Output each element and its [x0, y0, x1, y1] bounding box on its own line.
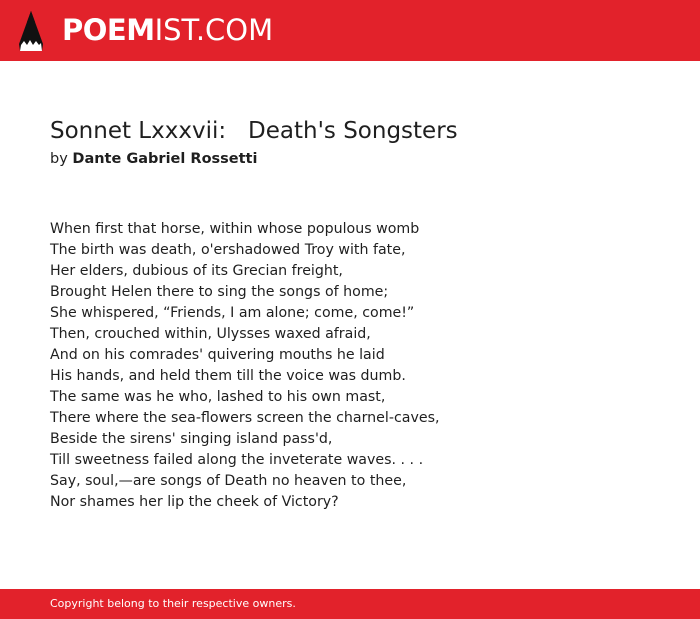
poem-line: When first that horse, within whose populous womb — [50, 221, 420, 237]
poem-line: Say, soul,—are songs of Death no heaven to thee, — [50, 473, 407, 489]
poem-line: Her elders, dubious of its Grecian freight, — [50, 263, 343, 279]
poem-line: Beside the sirens' singing island pass'd, — [50, 431, 333, 447]
poem-line: Then, crouched within, Ulysses waxed afraid, — [50, 326, 371, 342]
poem-line: The birth was death, o'ershadowed Troy with fate, — [50, 242, 406, 258]
poem-line: There where the sea-flowers screen the charnel-caves, — [50, 410, 440, 426]
pencil-icon[interactable] — [18, 10, 44, 52]
poem-line: His hands, and held them till the voice was dumb. — [50, 368, 406, 384]
site-header — [0, 0, 700, 61]
poem-line: The same was he who, lashed to his own mast, — [50, 389, 386, 405]
poem-author[interactable]: Dante Gabriel Rossetti — [72, 151, 258, 167]
by-label: by — [50, 151, 68, 167]
poem-line: She whispered, “Friends, I am alone; come, come!” — [50, 305, 415, 321]
poem-byline — [50, 149, 257, 169]
poem-title: Sonnet Lxxxvii: Death's Songsters — [50, 118, 458, 144]
poem-line: Brought Helen there to sing the songs of home; — [50, 284, 389, 300]
logo-text-light: IST.COM — [154, 13, 274, 47]
poem-line: And on his comrades' quivering mouths he laid — [50, 347, 385, 363]
poem-line: Nor shames her lip the cheek of Victory? — [50, 494, 339, 510]
site-logo[interactable] — [62, 13, 273, 47]
poem-line: Till sweetness failed along the inveterate waves. . . . — [50, 452, 424, 468]
site-footer — [0, 589, 700, 619]
poem-body — [50, 219, 439, 513]
copyright-text: Copyright belong to their respective owners. — [50, 597, 296, 610]
logo-text-strong: POEM — [62, 13, 155, 47]
